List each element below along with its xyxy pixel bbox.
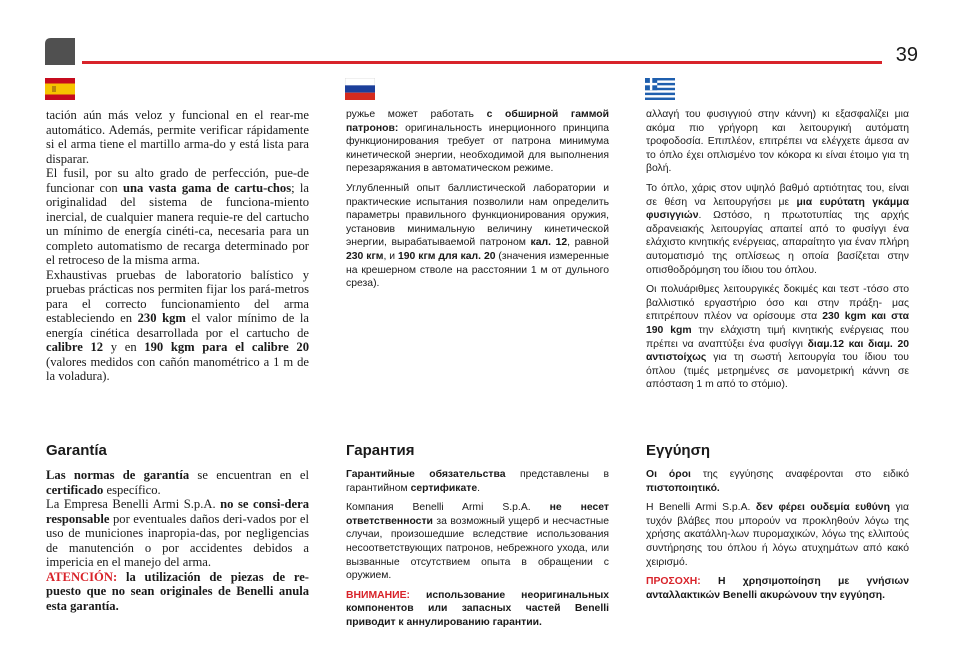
- russian-body: [346, 108, 609, 291]
- paragraph: La Empresa Benelli Armi S.p.A. no se consi-dera responsable por eventuales daños deri-vados por el uso de municiones inapropia-das, por negligencias de manutención o por accidentes debidos a impericia en el manejo del arma.: [46, 497, 309, 569]
- header-tab-icon: [45, 38, 75, 65]
- spanish-warranty-body: [46, 468, 309, 613]
- spanish-body: [46, 108, 309, 384]
- russia-flag-icon: [345, 78, 375, 100]
- spanish-warranty-section: [46, 442, 309, 613]
- page-number: 39: [895, 44, 918, 66]
- paragraph: Οι όροι της εγγύησης αναφέρονται στο ειδικό πιστοποιητικό.: [646, 469, 909, 494]
- paragraph: tación aún más veloz y funcional en el rear-me automático. Además, permite verificar rápidamente si el arma tiene el martillo arma-do y está lista para disparar.: [46, 108, 309, 166]
- paragraph: El fusil, por su alto grado de perfección, pue-de funcionar con una vasta gama de cartu-chos; la originalidad del sistema de funciona-miento inercial, de cualquier manera requie-re del cartucho un mínimo de energía cinéti-ca, necesaria para un completo automatismo de recarga determinado por el retroceso de la misma arma.: [46, 166, 309, 267]
- paragraph: ВНИМАНИЕ: использование неоригинальных компонентов или запасных частей Benelli приводит к аннулированию гарантии.: [346, 589, 609, 628]
- spanish-warranty-heading: Garantía: [46, 442, 107, 459]
- greek-warranty-heading: Εγγύηση: [646, 442, 711, 459]
- paragraph: ATENCIÓN: la utilización de piezas de re-puesto que no sean originales de Benelli anula esta garantía.: [46, 569, 309, 613]
- russian-warranty-heading: Гарантия: [346, 442, 415, 459]
- paragraph: Η Benelli Armi S.p.A. δεν φέρει ουδεμία ευθύνη για τυχόν βλάβες που μπορούν να προκληθούν λόγω της χρήσης ακατάλλη-λων πυρομαχικών, λόγω της ελλιπούς συντήρησης του όπλου ή λόγω ατυχημάτων από κακό χειρισμό.: [646, 502, 909, 568]
- russian-warranty-body: [346, 468, 609, 630]
- paragraph: Las normas de garantía se encuentran en el certificado específico.: [46, 468, 309, 497]
- paragraph: Компания Benelli Armi S.p.A. не несет ответственности за возможный ущерб и несчастные случаи, произошедшие вследствие использования несоответствующих патронов, небрежного ухода, или вызванные отсутствием опыта в обращении с оружием.: [346, 502, 609, 582]
- paragraph: Углубленный опыт баллистической лаборатории и практические испытания позволили нам определить параметры правильного функционирования оружия, установив минимальную величину кинетической энергии, вырабатываемой патроном кал. 12, равной 230 кгм, и 190 кгм для кал. 20 (значения измеренные на крешерном стволе на расстоянии 1 м от дульного среза).: [346, 182, 609, 290]
- paragraph: Гарантийные обязательства представлены в гарантийном сертификате.: [346, 469, 609, 494]
- greek-warranty-section: [646, 442, 909, 602]
- paragraph: ружье может работать с обширной гаммой патронов: оригинальность инерционного принципа функционирования требует от патрона минимума кинетической энергии, необходимой для выполнения перезаряжания в автоматическом режиме.: [346, 109, 609, 175]
- paragraph: ΠΡΟΣΟΧΗ: Η χρησιμοποίηση με γνήσιων ανταλλακτικών Benelli ακυρώνουν την εγγύηση.: [646, 576, 909, 601]
- paragraph: αλλαγή του φυσιγγιού στην κάννη) κι εξασφαλίζει μια ακόμα πιο γρήγορη και λειτουργική αυτόματη τροφοδοσία. Επιπλέον, επιτρέπει να ελέγχετε άμεσα αν το όπλο έχει οπλισμένο τον κόκορα κι είναι έτοιμο για τη βολή.: [646, 109, 909, 175]
- greek-warranty-body: [646, 468, 909, 602]
- spain-flag-icon: [45, 78, 75, 100]
- paragraph: Οι πολυάριθμες λειτουργικές δοκιμές και τεστ -τόσο στο βαλλιστικό εργαστήριο όσο και στην πράξη- μας επιτρέπουν πλέον να ορίσουμε στα 230 kgm και στα 190 kgm την ελάχιστη τιμή κινητικής ενέργειας που πρέπει να αναπτύξει ένα φυσίγγι διαμ.12 και διαμ. 20 αντιστοίχως για τη σωστή λειτουργία του ίδιου του όπλου (τιμές μετρημένες σε μανομετρική κάννη σε απόσταση 1 m από το στόμιο).: [646, 284, 909, 391]
- greek-body: [646, 108, 909, 392]
- header-rule: [82, 61, 882, 64]
- paragraph: Το όπλο, χάρις στον υψηλό βαθμό αρτιότητας του, είναι σε θέση να λειτουργήσει με μια ευρύτατη γκάμμα φυσιγγιών. Ωστόσο, η πρωτοτυπίας της αρχής αδρανειακής λειτουργίας απαιτεί από το φυσίγγι ένα ελάχιστο κινητικής ενέργειας, απαραίτητο για έναν πλήρη αυτοματισμό της οπλίσεως η οποία βασίζεται στην οπισθοδρόμηση του ίδιου του όπλου.: [646, 182, 909, 276]
- paragraph: Exhaustivas pruebas de laboratorio balístico y pruebas prácticas nos permiten fijar los pará-metros para el correcto funcionamiento del arma estableciendo en 230 kgm el valor mínimo de la energía cinética desarrollada por el cartucho de calibre 12 y en 190 kgm para el calibre 20 (valores medidos con cañón manométrico a 1 m de la voladura).: [46, 267, 309, 383]
- greece-flag-icon: [645, 78, 675, 100]
- russian-warranty-section: [346, 442, 609, 630]
